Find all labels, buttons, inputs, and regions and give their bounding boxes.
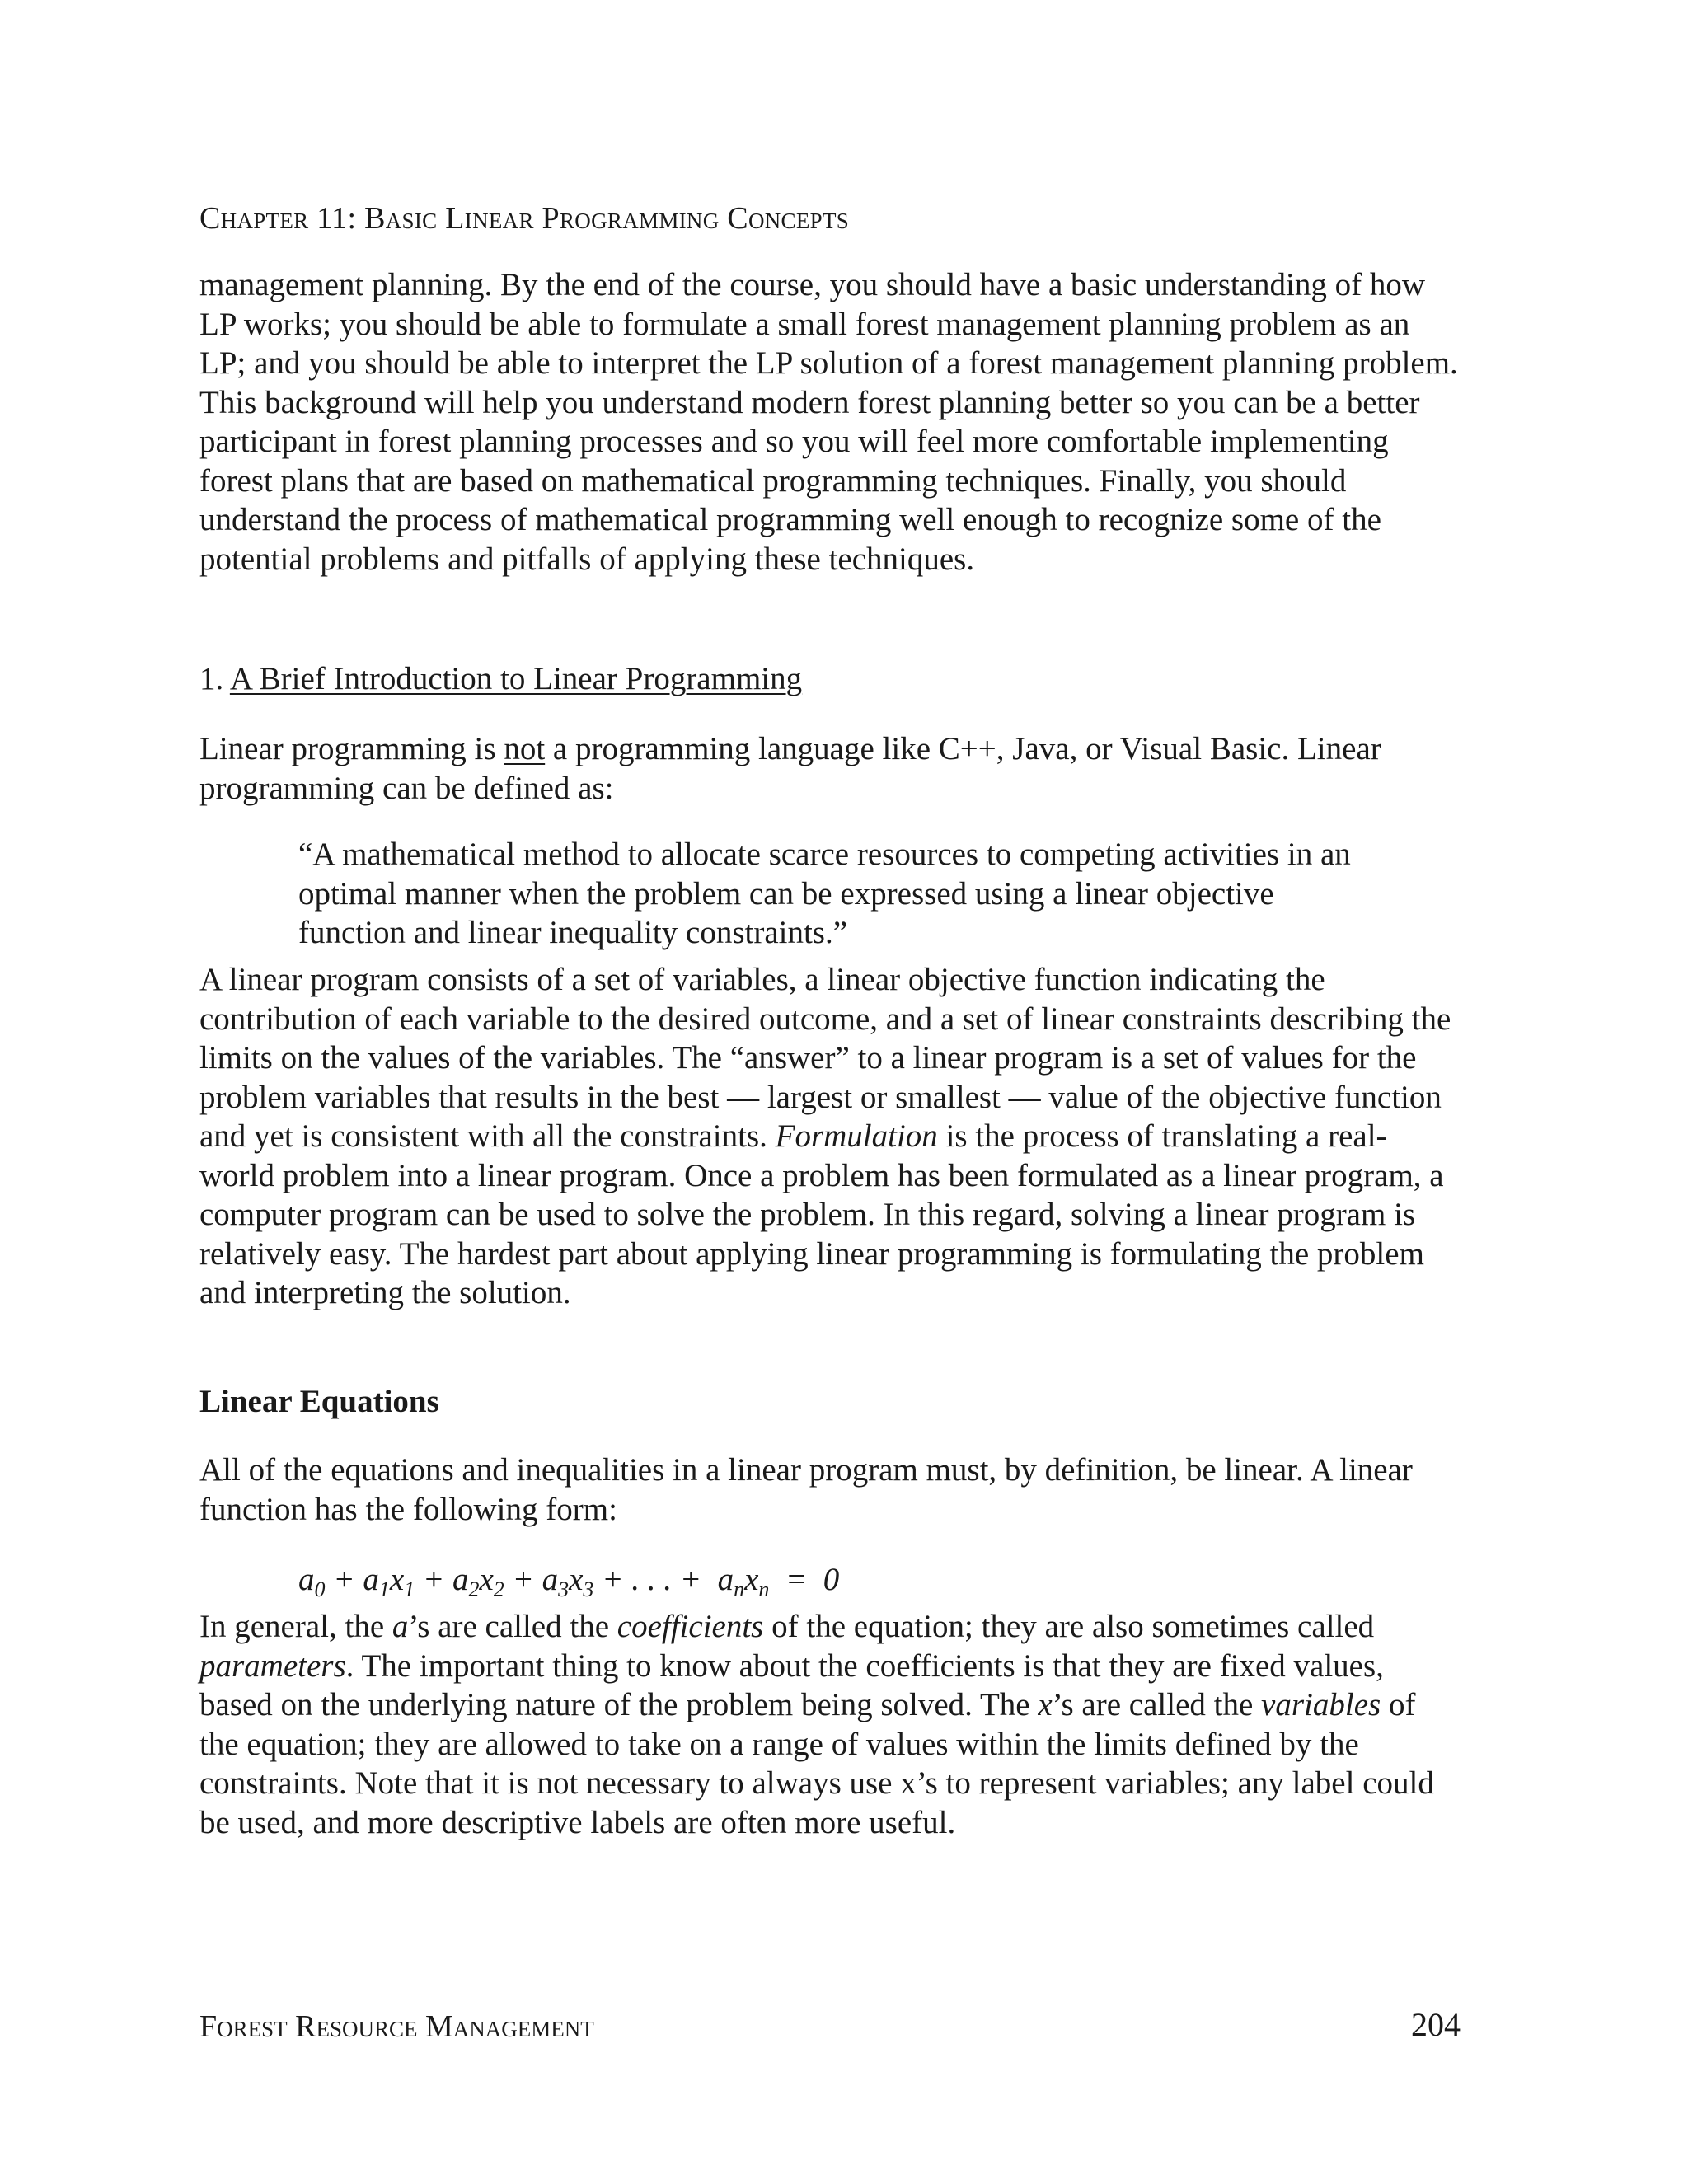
definition-underlined-word: not xyxy=(504,731,546,766)
section-title: A Brief Introduction to Linear Programming xyxy=(229,661,803,696)
eq-sub-nb: n xyxy=(758,1577,770,1601)
coeff-x-term: x xyxy=(1038,1687,1053,1722)
intro-paragraph: management planning. By the end of the course, you should have a basic understanding of how LP works; you should be able to formulate a small forest management planning problem as an LP; and you should be able to interpret the LP solution of a forest management planning problem. This background will help you understand modern forest planning better so you can be a better participant in forest planning processes and so you will feel more comfortable implementing forest plans that are based on mathematical programming techniques. Finally, you should understand the process of mathematical programming well enough to recognize some of the potential problems and pitfalls of applying these techniques. xyxy=(199,267,1458,577)
eq-ellipsis: + . . . + xyxy=(593,1562,718,1597)
eq-x3: x xyxy=(569,1562,584,1597)
eq-sub-0: 0 xyxy=(314,1577,326,1601)
eq-sub-1: 1 xyxy=(378,1577,390,1601)
eq-equals-zero: = 0 xyxy=(769,1562,840,1597)
eq-an: a xyxy=(717,1562,734,1597)
coeff-text-4: . The important thing to know about the coefficients is that they are fixed values, based on the underlying nature of the problem being solved. The xyxy=(199,1647,1384,1722)
coeff-text-6: of the equation; they are allowed to take on a range of values within the limits defined by the constraints. Note that it is not necessary to always use x’s to represent variables; any label could be used, and more descriptive labels are often more useful. xyxy=(199,1687,1434,1840)
definition-text-before: Linear programming is xyxy=(199,731,504,766)
coefficients-paragraph xyxy=(199,1607,1461,1842)
lp-term-formulation: Formulation xyxy=(775,1118,938,1154)
coeff-text-5: ’s are called the xyxy=(1052,1687,1262,1722)
eq-plus-2: + xyxy=(415,1562,452,1597)
eq-sub-1b: 1 xyxy=(404,1577,415,1601)
coeff-text-1: In general, the xyxy=(199,1609,392,1644)
section-number: 1. xyxy=(199,661,230,696)
running-header: Chapter 11: Basic Linear Programming Concepts xyxy=(199,201,850,236)
eq-x1: x xyxy=(389,1562,405,1597)
eq-a1: a xyxy=(363,1562,379,1597)
lp-text-part1: A linear program consists of a set of variables, a linear objective function indicating the contribution of each variable to the desired outcome, and a set of linear constraints describing the limits on the values of the variables. The “answer” to a linear program is a set of values for the problem variables that results in the best — largest or smallest — value of the objective function and yet is consistent with all the constraints. xyxy=(199,962,1451,1154)
eq-sub-2: 2 xyxy=(468,1577,480,1601)
coeff-text-3: of the equation; they are also sometimes called xyxy=(763,1609,1375,1644)
eq-a0: a xyxy=(298,1562,315,1597)
eq-x2: x xyxy=(479,1562,494,1597)
coeff-term-parameters: parameters xyxy=(199,1647,346,1684)
linear-paragraph: All of the equations and inequalities in a linear program must, by definition, be linear. A linear function has the following form: xyxy=(199,1452,1413,1527)
coeff-text-2: ’s are called the xyxy=(408,1609,617,1644)
section-heading xyxy=(199,659,802,698)
eq-a3: a xyxy=(542,1562,559,1597)
coeff-term-coefficients: coefficients xyxy=(617,1609,764,1644)
eq-xn: x xyxy=(744,1562,759,1597)
eq-plus-1: + xyxy=(325,1562,363,1597)
lp-text-part2: is the process of translating a real-world problem into a linear program. Once a problem has been formulated as a linear program, a computer program can be used to solve the problem. In this regard, solving a linear program is relatively easy. The hardest part about applying linear programming is formulating the problem and interpreting the solution. xyxy=(199,1118,1444,1310)
eq-plus-3: + xyxy=(504,1562,542,1597)
eq-a2: a xyxy=(452,1562,469,1597)
eq-sub-3: 3 xyxy=(558,1577,570,1601)
eq-sub-2b: 2 xyxy=(493,1577,504,1601)
coeff-a-term: a xyxy=(392,1609,409,1644)
definition-quote: “A mathematical method to allocate scarce resources to competing activities in an optimal manner when the problem can be expressed using a linear objective function and linear inequality constraints.” xyxy=(298,837,1351,950)
subheading-linear-equations: Linear Equations xyxy=(199,1384,439,1419)
definition-text-after: a programming language like C++, Java, or Visual Basic. Linear programming can be defined as: xyxy=(199,731,1381,806)
page-number: 204 xyxy=(1411,2006,1461,2043)
coeff-term-variables: variables xyxy=(1261,1687,1381,1722)
eq-sub-3b: 3 xyxy=(583,1577,594,1601)
lp-paragraph xyxy=(199,960,1461,1313)
definition-paragraph xyxy=(199,729,1461,808)
running-footer-title: Forest Resource Management xyxy=(199,2009,594,2044)
eq-sub-n: n xyxy=(734,1577,745,1601)
linear-equation xyxy=(298,1560,839,1599)
